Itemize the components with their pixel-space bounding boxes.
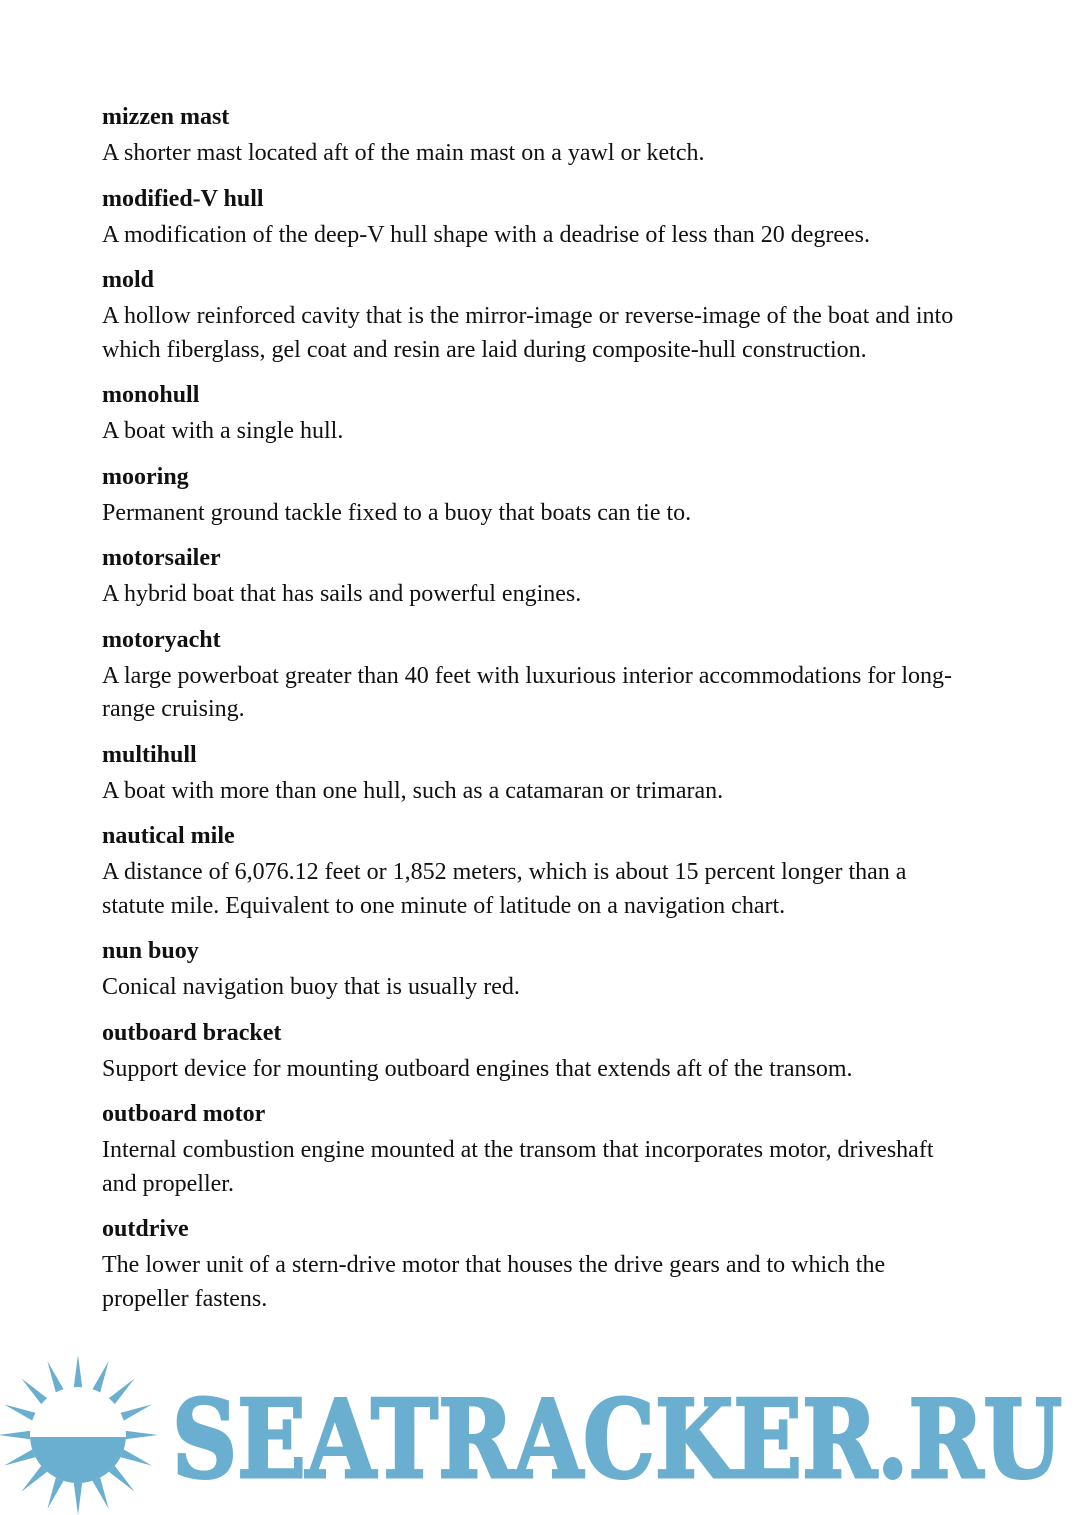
glossary-definition: A hybrid boat that has sails and powerful engines. [102,581,582,607]
sun-ray [73,1479,82,1515]
sun-icon [0,1355,158,1515]
glossary-definition: Conical navigation buoy that is usually red. [102,974,520,1000]
glossary-entry [102,263,972,367]
glossary-term: mold [102,267,155,293]
glossary-term: mooring [102,463,189,490]
glossary-definition: A modification of the deep-V hull shape with a deadrise of less than 20 degrees. [102,221,871,248]
glossary-definition: Permanent ground tackle fixed to a buoy that boats can tie to. [102,499,692,526]
glossary-entry [102,100,972,171]
glossary-definition: A large powerboat greater than 40 feet with luxurious interior accommodations for long-range cruising. [102,662,952,722]
glossary-entry [102,182,972,253]
glossary-term: mizzen mast [102,104,230,130]
glossary-term: monohull [102,382,200,408]
glossary-term: multihull [102,741,197,768]
glossary-term: outdrive [102,1216,189,1242]
glossary-term: modified-V hull [102,185,264,212]
glossary-term: outboard motor [102,1101,266,1127]
glossary-entry [102,541,972,612]
glossary-entry [102,738,972,809]
glossary-term: motorsailer [102,545,221,571]
glossary-list [102,100,972,1327]
glossary-entry [102,460,972,531]
sun-ray [73,1355,82,1391]
glossary-definition: A shorter mast located aft of the main mast on a yawl or ketch. [102,140,705,166]
glossary-entry [102,819,972,923]
glossary-definition: A distance of 6,076.12 feet or 1,852 meters, which is about 15 percent longer than a statute mile. Equivalent to one minute of latitude on a navigation chart. [102,859,907,919]
glossary-definition: Support device for mounting outboard engines that extends aft of the transom. [102,1055,853,1082]
glossary-definition: A hollow reinforced cavity that is the mirror-image or reverse-image of the boat and into which fiberglass, gel coat and resin are laid during composite-hull construction. [102,303,954,363]
logo-wordmark: SEATRACKER.RU [172,1377,1062,1503]
glossary-entry [102,623,972,727]
glossary-definition: A boat with more than one hull, such as a catamaran or trimaran. [102,777,724,804]
glossary-entry [102,1097,972,1201]
glossary-term: motoryacht [102,626,221,653]
glossary-entry [102,1212,972,1316]
glossary-term: outboard bracket [102,1019,282,1046]
sun-ray [122,1430,158,1439]
glossary-entry [102,1016,972,1087]
glossary-definition: A boat with a single hull. [102,418,344,444]
sun-ray [0,1430,34,1439]
glossary-definition: Internal combustion engine mounted at the transom that incorporates motor, driveshaft and propeller. [102,1137,934,1197]
glossary-entry [102,934,972,1005]
site-logo [0,1355,1080,1515]
glossary-term: nautical mile [102,823,235,849]
glossary-term: nun buoy [102,938,199,964]
glossary-definition: The lower unit of a stern-drive motor that houses the drive gears and to which the propeller fastens. [102,1252,886,1312]
glossary-entry [102,378,972,449]
